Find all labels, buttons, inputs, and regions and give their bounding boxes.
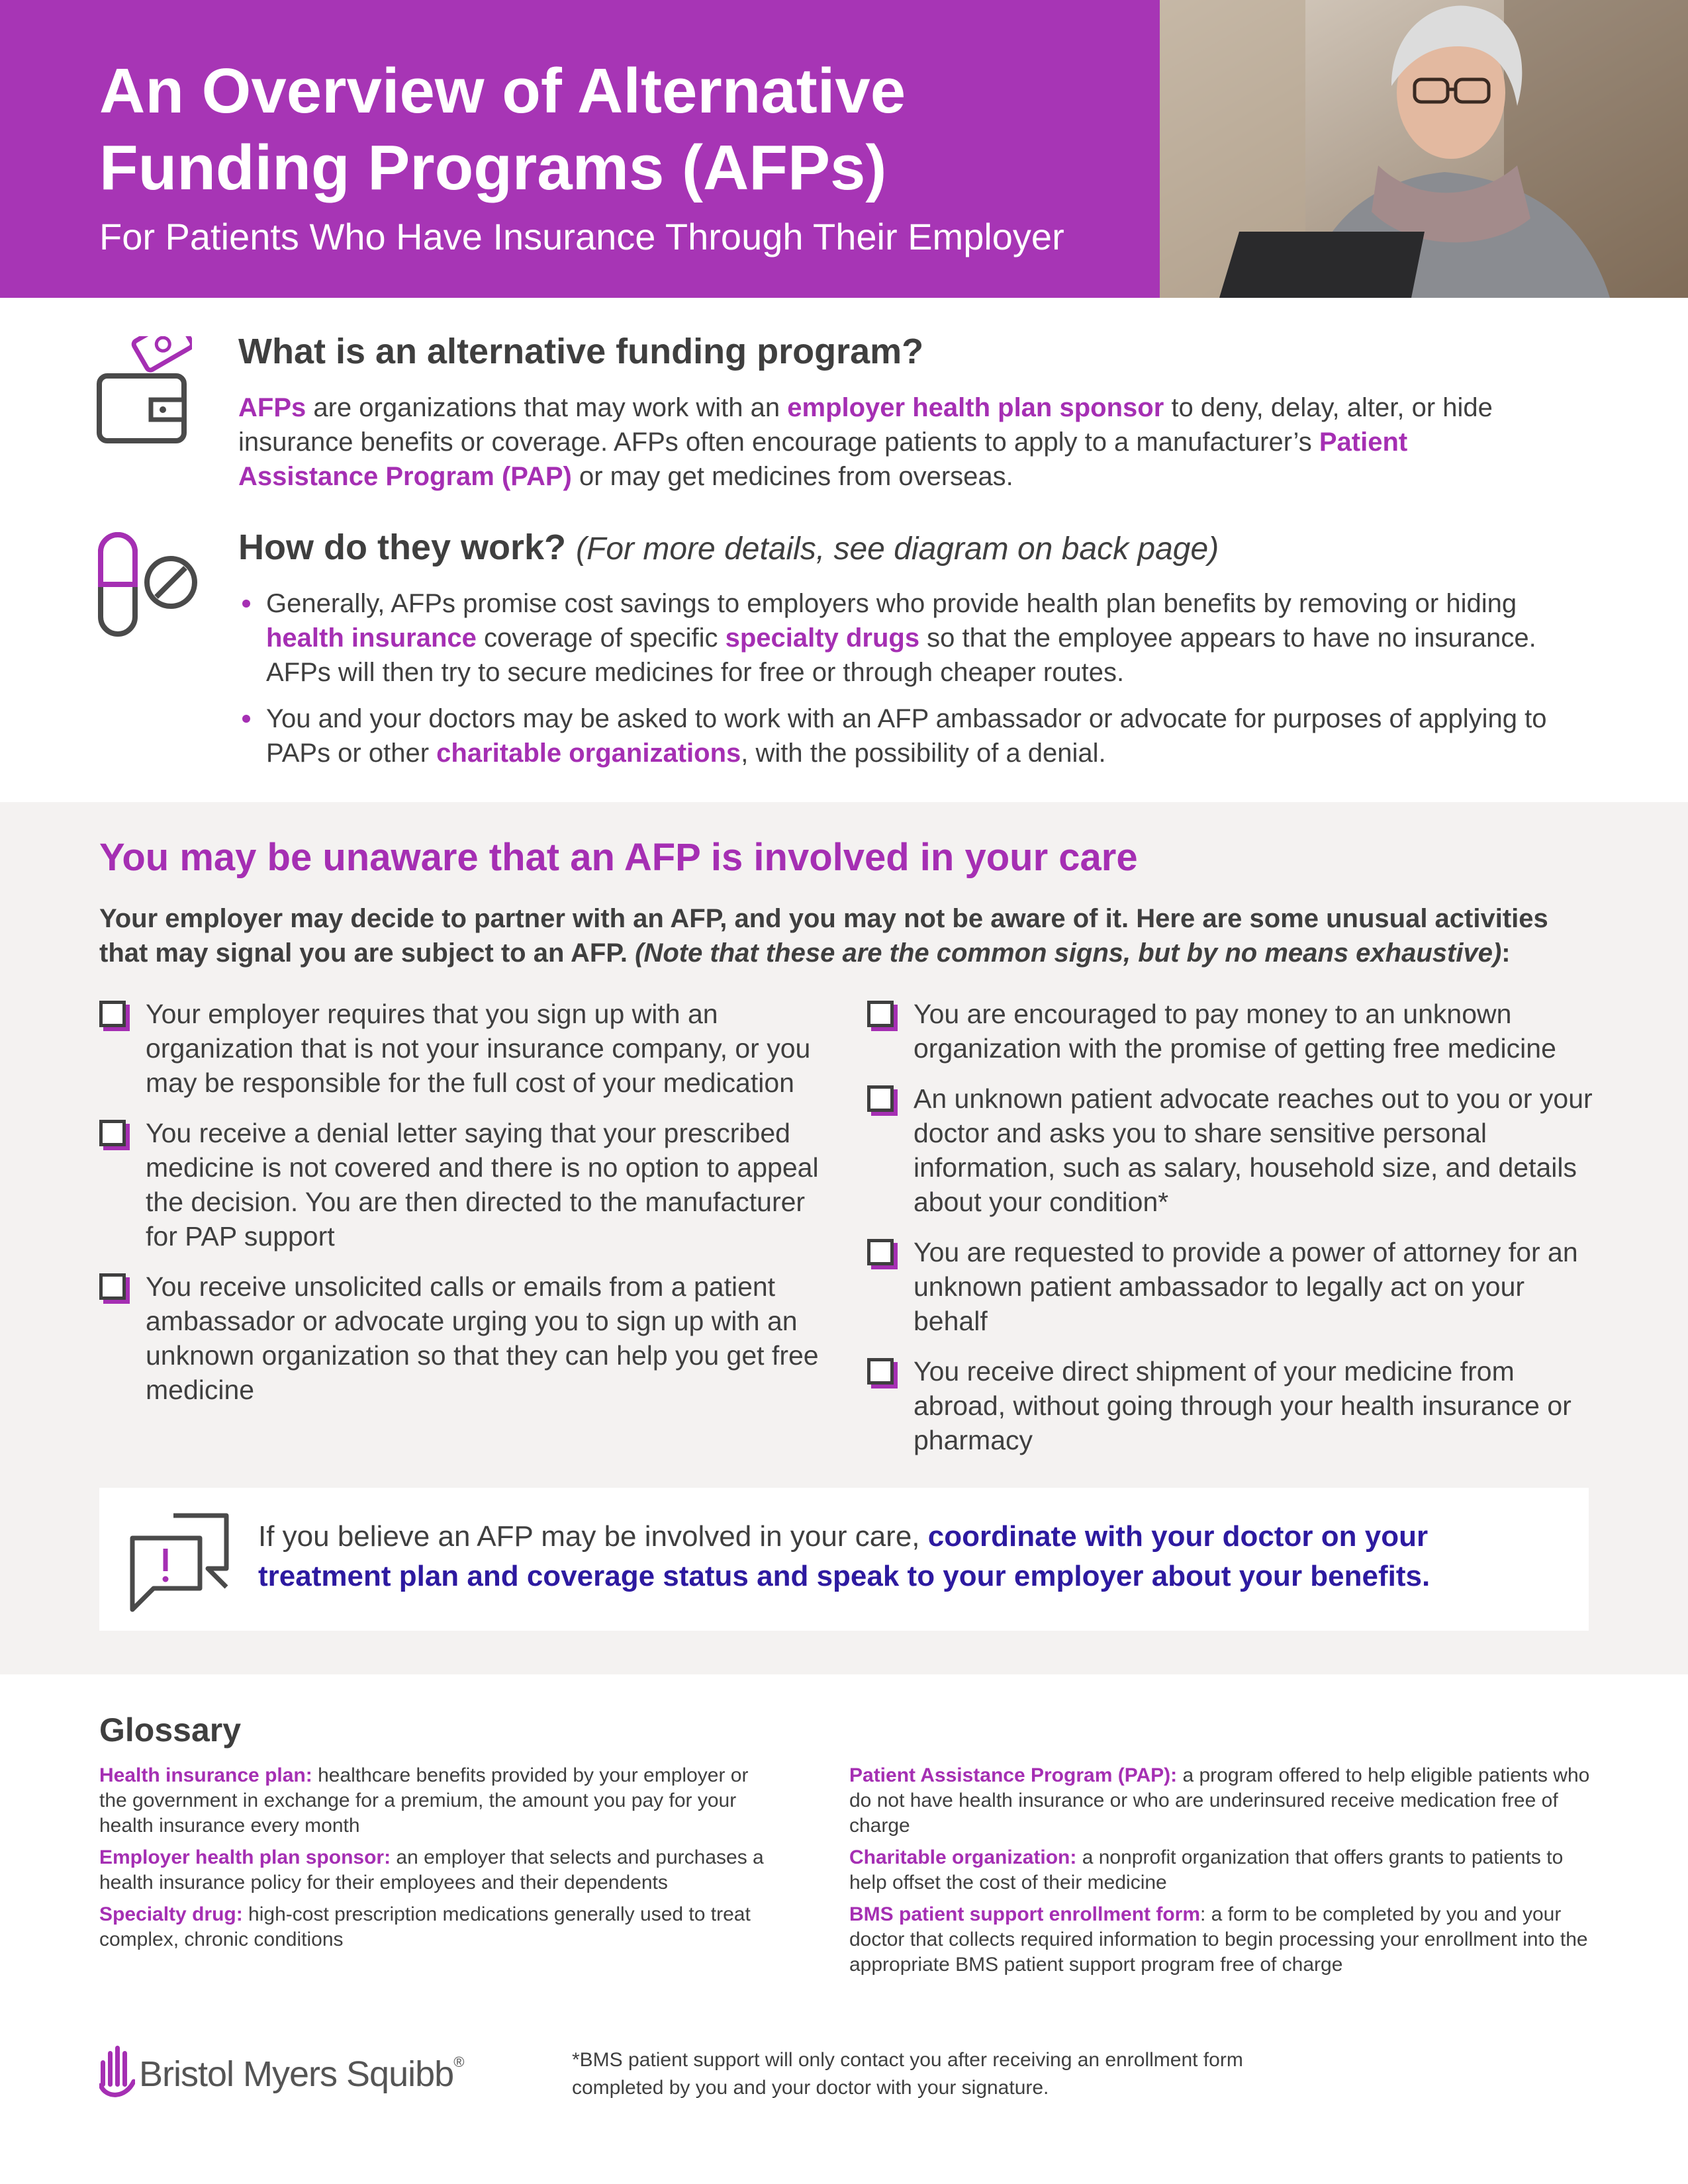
paragraph-text: are organizations that may work with an <box>306 393 788 422</box>
checklist-item <box>99 1269 821 1407</box>
glossary-term: Specialty drug: <box>99 1903 243 1925</box>
glossary-definition: : a form to be completed by you and your doctor that collects required information to begin processing your enrollment into the appropriate BMS patient support program free of charge <box>849 1903 1588 1976</box>
checklist-item-text: You are requested to provide a power of attorney for an unknown patient ambassador to legally act on your behalf <box>914 1237 1578 1336</box>
term-charitable-orgs: charitable organizations <box>436 739 741 768</box>
intro-note: (Note that these are the common signs, but by no means exhaustive) <box>635 938 1502 968</box>
glossary-entry <box>99 1902 781 1952</box>
term-health-insurance: health insurance <box>266 623 477 653</box>
signs-intro <box>99 901 1602 970</box>
glossary-column-left <box>99 1763 781 1959</box>
checklist-item <box>867 1235 1595 1338</box>
glossary-title: Glossary <box>99 1711 242 1749</box>
intro-text: Your employer may decide to partner with an AFP, and you may not be aware of it. Here are some unusual activities that may signal you are subject to an AFP. <box>99 904 1548 968</box>
bullet-text: so that the employee appears to have no insurance. AFPs will then try to secure medicines for free or through cheaper routes. <box>266 623 1536 687</box>
bullet-text: Generally, AFPs promise cost savings to employers who provide health plan benefits by removing or hiding <box>266 589 1517 618</box>
list-item <box>238 702 1582 770</box>
signs-checklist-right <box>867 997 1595 1473</box>
section-what-paragraph <box>238 390 1549 494</box>
section-what-title: What is an alternative funding program? <box>238 332 924 371</box>
how-bullet-list <box>238 586 1582 782</box>
bullet-text: , with the possibility of a denial. <box>741 739 1106 768</box>
term-specialty-drugs: specialty drugs <box>725 623 920 653</box>
glossary-definition: high-cost prescription medications generally used to treat complex, chronic conditions <box>99 1903 751 1950</box>
checklist-item <box>99 1116 821 1253</box>
checkbox-icon <box>99 1273 130 1304</box>
bullet-text: You and your doctors may be asked to work with an AFP ambassador or advocate for purposes of applying to PAPs or other <box>266 704 1547 768</box>
signs-checklist-left <box>99 997 821 1423</box>
glossary-term: Patient Assistance Program (PAP): <box>849 1764 1178 1786</box>
glossary-term: BMS patient support enrollment form <box>849 1903 1201 1925</box>
glossary-entry <box>99 1845 781 1895</box>
glossary-term: Charitable organization: <box>849 1846 1077 1868</box>
paragraph-text: or may get medicines from overseas. <box>571 462 1013 491</box>
checklist-item-text: You receive direct shipment of your medicine from abroad, without going through your health insurance or pharmacy <box>914 1356 1571 1455</box>
term-pap: Patient Assistance Program (PAP) <box>238 428 1408 491</box>
glossary-definition: an employer that selects and purchases a health insurance policy for their employees and their dependents <box>99 1846 764 1893</box>
logo-registered-mark: ® <box>453 2054 464 2070</box>
header-photo <box>1160 0 1688 298</box>
checklist-item <box>867 997 1595 1066</box>
checkbox-icon <box>99 1120 130 1150</box>
bullet-text: coverage of specific <box>476 623 726 653</box>
glossary-entry <box>849 1902 1594 1978</box>
checklist-item-text: An unknown patient advocate reaches out to you or your doctor and asks you to share sensitive personal information, such as salary, household size, and details about your condition* <box>914 1083 1593 1217</box>
glossary-definition: a program offered to help eligible patients who do not have health insurance or who are underinsured receive medication free of charge <box>849 1764 1590 1837</box>
checklist-item-text: You receive unsolicited calls or emails from a patient ambassador or advocate urging you to sign up with an unknown organization so that they can help you get free medicine <box>146 1271 819 1405</box>
checkbox-icon <box>867 1239 898 1269</box>
glossary-definition: healthcare benefits provided by your employer or the government in exchange for a premium, the amount you pay for your health insurance every month <box>99 1764 749 1837</box>
checklist-item-text: You are encouraged to pay money to an unknown organization with the promise of getting free medicine <box>914 999 1556 1064</box>
term-employer-sponsor: employer health plan sponsor <box>787 393 1164 422</box>
pill-capsule-icon <box>93 529 205 645</box>
checklist-item <box>867 1081 1595 1219</box>
callout-text <box>258 1517 1556 1596</box>
bms-logo-text <box>139 2054 463 2095</box>
page-subtitle: For Patients Who Have Insurance Through Their Employer <box>99 216 1064 257</box>
glossary-definition: a nonprofit organization that offers grants to patients to help offset the cost of their medicine <box>849 1846 1564 1893</box>
paragraph-text: to deny, delay, alter, or hide insurance benefits or coverage. AFPs often encourage patients to apply to a manufacturer’s <box>238 393 1493 457</box>
term-afps: AFPs <box>238 393 306 422</box>
logo-wordmark: Bristol Myers Squibb <box>139 2054 454 2094</box>
page-title: An Overview of Alternative Funding Programs (AFPs) <box>99 56 906 203</box>
glossary-entry <box>849 1845 1594 1895</box>
checkbox-icon <box>867 1358 898 1388</box>
callout-lead: If you believe an AFP may be involved in your care, <box>258 1520 928 1553</box>
checklist-item-text: Your employer requires that you sign up with an organization that is not your insurance company, or you may be responsible for the full cost of your medication <box>146 999 811 1098</box>
section-how-title-text: How do they work? <box>238 527 567 567</box>
checklist-item <box>867 1354 1595 1457</box>
checklist-item <box>99 997 821 1100</box>
checkbox-icon <box>99 1001 130 1031</box>
checkbox-icon <box>867 1085 898 1116</box>
alert-speech-bubbles-icon <box>127 1510 233 1617</box>
glossary-term: Employer health plan sponsor: <box>99 1846 391 1868</box>
wallet-icon <box>93 336 192 452</box>
section-how-title <box>238 527 1219 568</box>
doctor-callout <box>99 1488 1589 1631</box>
checkbox-icon <box>867 1001 898 1031</box>
bms-logo-icon <box>99 2042 135 2101</box>
signs-title: You may be unaware that an AFP is involved in your care <box>99 836 1138 879</box>
glossary-term: Health insurance plan: <box>99 1764 312 1786</box>
footnote: *BMS patient support will only contact you after receiving an enrollment form completed by you and your doctor with your signature. <box>572 2049 1243 2099</box>
callout-emphasis: coordinate with your doctor on your treatment plan and coverage status and speak to your employer about your benefits. <box>258 1520 1430 1592</box>
checklist-item-text: You receive a denial letter saying that your prescribed medicine is not covered and there is no option to appeal the decision. You are then directed to the manufacturer for PAP support <box>146 1118 819 1251</box>
glossary-entry <box>849 1763 1594 1839</box>
glossary-entry <box>99 1763 781 1839</box>
section-how-note: (For more details, see diagram on back page) <box>576 531 1219 567</box>
intro-end: : <box>1501 938 1511 968</box>
glossary-column-right <box>849 1763 1594 1984</box>
list-item <box>238 586 1582 690</box>
